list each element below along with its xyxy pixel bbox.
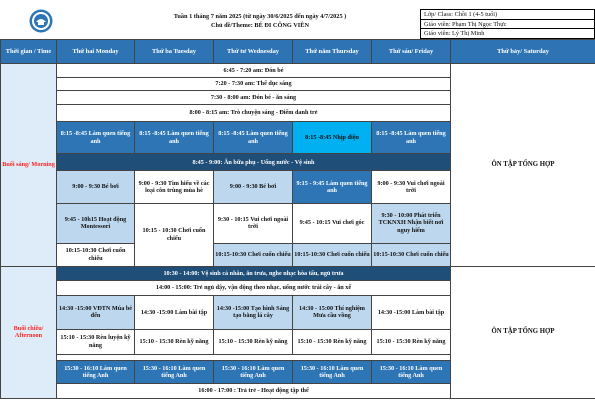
fri-1530-cell: 15:30 - 16:10 Làm quen tiếng Anh (372, 361, 451, 384)
thu-1015-cell: 10:15-10:30 Chơi cuốn chiếu (293, 243, 372, 266)
morning-label: Buổi sáng/ Morning (1, 64, 57, 267)
mon-1510-cell: 15:10 - 15:30 Rèn luyện kỹ năng (57, 329, 135, 354)
exercise-row: 7:20 - 7:30 am: Thể dục sáng (57, 77, 451, 91)
greeting-row: 8:00 - 8:15 am: Trò chuyện sáng - Điểm danh trẻ (57, 105, 451, 122)
wed-0815-cell: 8:15 -8:45 Làm quen tiếng anh (214, 121, 293, 154)
arrival-row: 6:45 - 7:20 am: Đón bé (57, 64, 451, 78)
teacher-2: Giáo viên: Lý Thị Minh (424, 30, 485, 38)
afternoon-label: Buổi chiều/ Afternoon (1, 266, 57, 398)
mon-1530-cell: 15:30 - 16:10 Làm quen tiếng Anh (57, 361, 135, 384)
wakeup-row: 14:00 - 15:00: Trẻ ngủ dậy, vận động theo nhạc, uống nước trái cây - ăn xế (57, 281, 451, 296)
school-logo-icon (29, 9, 53, 33)
lunch-row: 10:30 - 14:00: Vệ sinh cá nhân, ăn trưa, nghe nhạc hòa tấu, ngủ trưa (57, 266, 451, 281)
class-line: Lớp/ Class: Chồi 1 (4-5 tuổi) (421, 10, 594, 20)
mon-0815-cell: 8:15 -8:45 Làm quen tiếng anh (57, 121, 135, 154)
breakfast-row: 7:30 - 8:00 am: Đón bé - ăn sáng (57, 91, 451, 105)
thu-0900-cell: 9:15 - 9:45 Làm quen tiếng anh (293, 171, 372, 204)
col-time: Thời gian / Time (1, 40, 57, 64)
schedule-title (110, 12, 410, 30)
fri-1430-cell: 14:30 -15:00 Làm bài tập (372, 296, 451, 330)
thu-1510-cell: 15:10 - 15:30 Rèn kỹ năng (293, 329, 372, 354)
snack-row: 8:45 - 9:00: Ăn bữa phụ - Uống nước - Vệ sinh (57, 154, 451, 171)
col-friday: Thứ sáu/ Friday (372, 40, 451, 64)
class-info-box (420, 9, 595, 39)
fri-0900-cell: 9:00 - 9:30 Vui chơi ngoài trời (372, 171, 451, 204)
week-line: Tuần 1 tháng 7 năm 2025 (từ ngày 30/6/2025 đến ngày 4/7/2025 ) (173, 13, 347, 20)
thu-1430-cell: 14:30 - 15:00 Thí nghiệm Mưa cầu vồng (293, 296, 372, 330)
tue-1015-cell: 10:15 - 10:30 Chơi cuốn chiếu (135, 203, 214, 266)
thu-0945-cell: 9:45 - 10:15 Vui chơi góc (293, 203, 372, 243)
header-row (1, 40, 595, 64)
saturday-afternoon-review: ÔN TẬP TỔNG HỢP (451, 266, 595, 398)
saturday-morning-review: ÔN TẬP TỔNG HỢP (451, 64, 595, 267)
pickup-row: 16:00 - 17:00 : Trả trẻ - Hoạt động tập thể (57, 384, 451, 399)
col-tuesday: Thứ ba Tuesday (135, 40, 214, 64)
theme-line: Chủ đề/Theme: BÉ ĐI CÔNG VIÊN (210, 22, 310, 29)
table-row (1, 266, 595, 281)
teacher-1: Giáo viên: Phạm Thị Ngọc Thực (421, 20, 594, 30)
thu-1530-cell: 15:30 - 16:10 Làm quen tiếng Anh (293, 361, 372, 384)
tue-0815-cell: 8:15 -8:45 Làm quen tiếng anh (135, 121, 214, 154)
mon-0900-cell: 9:00 - 9:30 Bé bơi (57, 171, 135, 204)
tue-1530-cell: 15:30 - 16:10 Làm quen tiếng Anh (135, 361, 214, 384)
weekly-timetable (0, 39, 595, 399)
wed-0900-cell: 9:00 - 9:30 Bé bơi (214, 171, 293, 204)
fri-0815-cell: 8:15 -8:45 Làm quen tiếng anh (372, 121, 451, 154)
wed-0930-cell: 9:30 - 10:15 Vui chơi ngoài trời (214, 203, 293, 243)
tue-1510-cell: 15:10 - 15:30 Rèn kỹ năng (135, 329, 214, 354)
wed-1510-cell: 15:10 - 15:30 Rèn kỹ năng (214, 329, 293, 354)
thu-0815-cell: 8:15 -8:45 Nhịp điệu (293, 121, 372, 154)
col-saturday: Thứ bảy/ Saturday (451, 40, 595, 64)
fri-1510-cell: 15:10 - 15:30 Rèn kỹ năng (372, 329, 451, 354)
mon-1430-cell: 14:30 -15:00 VĐTN Múa bé đến (57, 296, 135, 330)
col-thursday: Thứ năm Thursday (293, 40, 372, 64)
col-monday: Thứ hai Monday (57, 40, 135, 64)
mon-0945-cell: 9:45 - 10h15 Hoạt động Montessori (57, 203, 135, 243)
tue-0900-cell: 9:00 - 9:30 Tìm hiểu về các loại côn trùng mùa hè (135, 171, 214, 204)
mon-1015-cell: 10:15-10:30 Chơi cuốn chiếu (57, 243, 135, 266)
wed-1530-cell: 15:30 - 16:10 Làm quen tiếng Anh (214, 361, 293, 384)
fri-1015-cell: 10:15-10:30 Chơi cuốn chiếu (372, 243, 451, 266)
wed-1430-cell: 14:30 -15:00 Tạo hình Sáng tạo bằng lá cây (214, 296, 293, 330)
document-header (0, 0, 595, 39)
wed-1015-cell: 10:15-10:30 Chơi cuốn chiếu (214, 243, 293, 266)
fri-0930-cell: 9:30 - 10:00 Phát triển TCKNXH Nhận biết nơi nguy hiểm (372, 203, 451, 243)
table-row (1, 64, 595, 78)
tue-1430-cell: 14:30 -15:00 Làm bài tập (135, 296, 214, 330)
col-wednesday: Thứ tư Wednesday (214, 40, 293, 64)
